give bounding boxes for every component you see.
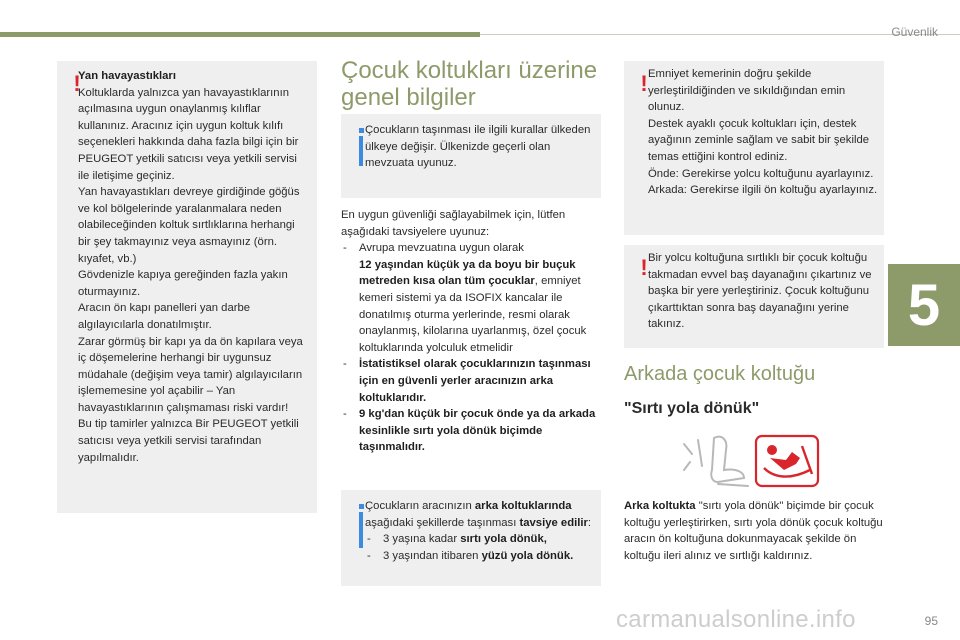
child-seat-icon — [756, 436, 818, 486]
belt-para-1: Emniyet kemerinin doğru şekilde yerleştirildiğinden ve sıkıldığından emin olunuz. — [648, 68, 846, 114]
warning-icon: ! — [73, 71, 81, 96]
list-item: - 9 kg'dan küçük bir çocuk önde ya da arkada kesinlikle sırtı yola dönük biçimde taşınmalıdır. — [341, 406, 604, 456]
headrest-warning-text: Bir yolcu koltuğuna sırtlıklı bir çocuk koltuğu takmadan evvel baş dayanağını çıkartınız ve başka bir yere yerleştiriniz. Çocuk koltuğunu çıkarttıktan sonra baş dayanağını yerine takınız. — [648, 252, 872, 331]
list-item: - İstatistiksel olarak çocuklarınızın taşınması için en güvenli yerler aracınızın arka koltuklarıdır. — [341, 356, 604, 406]
child-seats-info-box — [341, 114, 601, 198]
airbag-para-4: Aracın ön kapı panelleri yan darbe algılayıcılarla donatılmıştır. — [78, 302, 251, 331]
header-accent-bar — [0, 32, 480, 37]
child-seats-heading: Çocuk koltukları üzerine genel bilgiler — [341, 57, 598, 111]
list-item: - 3 yaşına kadar sırtı yola dönük, — [365, 531, 595, 548]
airbag-para-2: Yan havayastıkları devreye girdiğinde göğüs ve kol bölgelerinde yaralanmalara neden olabileceğinden koltuk sırtlıklarına herhangi bir şey takmayınız veya asmayınız (örn. kıyafet, vb.) — [78, 186, 300, 265]
front-seat-icon — [684, 437, 748, 486]
warning-icon: ! — [640, 255, 648, 280]
airbag-para-6: Bu tip tamirler yalnızca Bir PEUGEOT yetkili satıcısı veya yetkili servisi tarafından yapılmalıdır. — [78, 418, 299, 464]
belt-para-4: Arkada: Gerekirse ilgili ön koltuğu ayarlayınız. — [648, 184, 878, 197]
airbag-warning-title: Yan havayastıkları — [78, 70, 176, 82]
page-number: 95 — [924, 614, 938, 628]
chapter-tab: 5 — [888, 264, 960, 346]
watermark: carmanualsonline.info — [616, 606, 856, 633]
rear-child-seat-heading: Arkada çocuk koltuğu — [624, 363, 816, 385]
airbag-warning-box — [57, 61, 317, 513]
airbag-para-3: Gövdenizle kapıya gereğinden fazla yakın oturmayınız. — [78, 269, 288, 298]
rear-child-seat-text: Arka koltukta "sırtı yola dönük" biçimde bir çocuk koltuğu yerleştirirken, sırtı yola dönük çocuk koltuğu aracın ön koltuğuna dokunmayacak şekilde ön koltuğu ileri alınız ve sırtlığı kaldırınız. — [624, 500, 883, 562]
headrest-warning-box — [624, 245, 884, 348]
rear-facing-seat-illustration — [678, 430, 828, 494]
list-item: - 3 yaşından itibaren yüzü yola dönük. — [365, 548, 595, 565]
rear-seat-info-box: Çocukların aracınızın arka koltuklarında aşağıdaki şekillerde taşınması tavsiye edilir: - 3 yaşına kadar sırtı yola dönük, - 3 yaşından itibaren yüzü yola dönük. — [341, 490, 601, 586]
child-seats-intro: En uygun güvenliği sağlayabilmek için, lütfen aşağıdaki tavsiyelere uyunuz: — [341, 209, 566, 238]
warning-icon: ! — [640, 71, 648, 96]
belt-para-3: Önde: Gerekirse yolcu koltuğunu ayarlayınız. — [648, 167, 874, 180]
info-icon — [359, 504, 363, 548]
belt-warning-box — [624, 61, 884, 235]
child-seats-body — [341, 207, 604, 456]
rear-facing-subheading: "Sırtı yola dönük" — [624, 400, 760, 417]
list-item: - Avrupa mevzuatına uygun olarak 12 yaşından küçük ya da boyu bir buçuk metreden kısa olan tüm çocuklar, emniyet kemeri sistemi ya da ISOFIX kancalar ile donatılmış oturma yerlerinde, resmi olarak onaylanmış, kilolarına uyarlanmış, özel çocuk koltuklarında yolculuk etmelidir — [341, 240, 604, 356]
info-icon — [359, 128, 363, 166]
child-seats-info-text: Çocukların taşınması ile ilgili kurallar ülkeden ülkeye değişir. Ülkenizde geçerli olan mevzuata uyunuz. — [365, 124, 591, 170]
belt-para-2: Destek ayaklı çocuk koltukları için, destek ayağının zeminle sağlam ve sabit bir şekilde temas ettiğini kontrol ediniz. — [648, 117, 870, 163]
airbag-para-1: Koltuklarda yalnızca yan havayastıklarının açılmasına uygun onaylanmış kılıflar kullanınız. Aracınız için uygun koltuk kılıfı seçenekleri hakkında daha fazla bilgi için bir PEUGEOT yetkili satıcısı veya yetkili servisi ile iletişime geçiniz. — [78, 86, 299, 182]
section-label: Güvenlik — [891, 25, 938, 39]
airbag-para-5: Zarar görmüş bir kapı ya da ön kapılara veya iç döşemelerine herhangi bir uygunsuz müdahale (değişim veya tamir) algılayıcıların işlememesine yol açabilir – Yan havayastıklarının çalışmaması riski vardır! — [78, 335, 303, 414]
